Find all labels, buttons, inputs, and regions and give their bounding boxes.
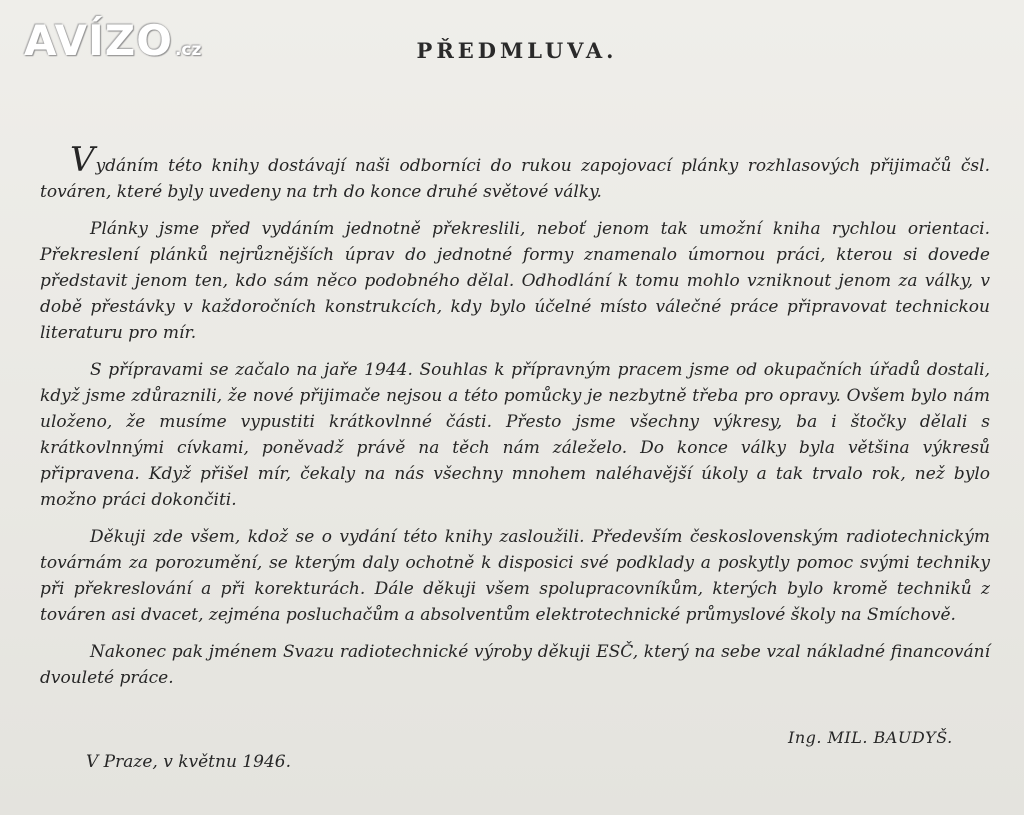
watermark-tld: .cz <box>174 40 202 60</box>
drop-cap: V <box>70 140 95 180</box>
paragraph-3: S přípravami se začalo na jaře 1944. Souhlas k přípravným pracem jsme od okupačních úřadů dostali, když jsme zdůraznili, že nové přijimače nejsou a této pomůcky je nezbytně třeba pro opravy. Ovšem bylo nám uloženo, že musíme vypustiti krátkovlnné části. Přesto jsme všechny výkresy, ba i štočky dělali s krátkovlnnými cívkami, poněvadž právě na těch nám záleželo. Do konce války byla většina výkresů připravena. Když přišel mír, čekaly na nás všechny mnohem naléhavější úkoly a tak trvalo rok, než bylo možno práci dokončiti. <box>40 360 990 510</box>
place-and-date: V Praze, v květnu 1946. <box>86 752 291 772</box>
watermark-brand: AVÍZO <box>24 16 173 65</box>
paragraph-1-text: ydáním této knihy dostávají naši odborníci do rukou zapojovací plánky rozhlasových přijimačů čsl. továren, které byly uvedeny na trh do konce druhé světové války. <box>40 156 990 202</box>
paragraph-4: Děkuji zde všem, kdož se o vydání této knihy zasloužili. Především československým radiotechnickým továrnám za porozumění, se kterým daly ochotně k disposici své podklady a poskytly pomoc svými techniky při překreslování a při korekturách. Dále děkuji všem spolupracovníkům, kterých bylo kromě techniků z továren asi dvacet, zejména posluchačům a absolventům elektrotechnické průmyslové školy na Smíchově. <box>40 527 990 625</box>
paragraph-5: Nakonec pak jménem Svazu radiotechnické výroby děkuji ESČ, který na sebe vzal nákladné financování dvouleté práce. <box>40 642 990 688</box>
author-signature: Ing. MIL. BAUDYŠ. <box>788 728 953 747</box>
preface-body <box>40 140 990 702</box>
paragraph-2: Plánky jsme před vydáním jednotně překreslili, neboť jenom tak umožní kniha rychlou orientaci. Překreslení plánků nejrůznějších úprav do jednotné formy znamenalo úmornou práci, kterou si dovede představit jenom ten, kdo sám něco podobného dělal. Odhodlání k tomu mohlo vzniknout jenom za války, v době přestávky v každoročních konstrukcích, kdy bylo účelné místo válečné práce připravovat technickou literaturu pro mír. <box>40 219 990 343</box>
paragraph-1 <box>40 140 990 205</box>
page-title: PŘEDMLUVA. <box>416 38 618 63</box>
